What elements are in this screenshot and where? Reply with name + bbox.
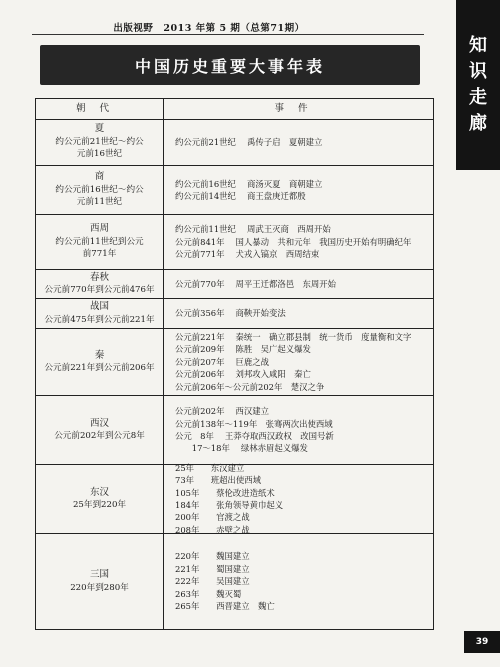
page-number: 39	[464, 631, 500, 653]
era-cell	[36, 396, 164, 464]
era-cell	[36, 534, 164, 629]
side-tab-char: 知	[469, 35, 487, 56]
header-era: 朝代	[36, 99, 164, 119]
table-row	[36, 329, 433, 396]
title-banner	[40, 45, 420, 85]
table-row	[36, 534, 433, 629]
events-cell	[163, 462, 433, 535]
event-line: 约公元前16世纪 商汤灭夏 商朝建立	[175, 178, 323, 189]
event-line: 公元前209年 陈胜 吴广起义爆发	[175, 344, 311, 355]
events-cell	[163, 119, 433, 165]
era-name: 商	[94, 171, 105, 183]
era-name: 三国	[89, 569, 109, 580]
era-cell	[36, 166, 164, 214]
event-line: 222年 吴国建立	[175, 576, 250, 587]
table-header-row	[36, 99, 433, 120]
event-line: 公元前771年 犬戎入镐京 西周结束	[175, 249, 320, 260]
event-line: 公元 8年 王莽夺取西汉政权 改国号新	[175, 431, 334, 441]
banner-title: 中国历史重要大事年表	[134, 56, 325, 76]
event-line: 公元前356年 商鞅开始变法	[175, 308, 286, 319]
event-line: 208年 赤壁之战	[175, 524, 250, 535]
era-range: 约公元前11世纪到公元	[55, 236, 144, 247]
era-name: 东汉	[89, 486, 109, 498]
era-range: 公元前770年到公元前476年	[44, 285, 155, 295]
events-cell	[163, 299, 433, 328]
event-line: 265年 西晋建立 魏亡	[175, 601, 275, 612]
table-row	[36, 396, 433, 465]
era-cell	[36, 329, 164, 395]
era-range: 公元前202年到公元8年	[54, 431, 145, 441]
event-line: 公元前206年～公元前202年 楚汉之争	[175, 381, 325, 392]
event-line: 公元前770年 周平王迁都洛邑 东周开始	[175, 278, 337, 289]
event-line: 公元前221年 秦统一 确立郡县制 统一货币 度量衡和文字	[175, 331, 412, 342]
era-range: 25年到220年	[72, 500, 127, 510]
table-row	[36, 119, 433, 166]
era-name: 西周	[89, 223, 109, 235]
era-range: 元前16世纪	[76, 149, 123, 160]
event-line: 105年 蔡伦改进造纸术	[175, 487, 275, 498]
events-cell	[163, 270, 433, 298]
header-events: 事件	[274, 103, 322, 114]
event-line: 约公元前14世纪 商王盘庚迁都殷	[175, 191, 306, 201]
era-cell	[36, 299, 164, 328]
header-rule	[32, 34, 424, 35]
era-name: 战国	[89, 301, 109, 312]
era-range: 220年到280年	[70, 582, 129, 593]
side-tab-char: 廊	[469, 113, 487, 134]
era-range: 约公元前21世纪～约公	[55, 136, 144, 147]
event-line: 220年 魏国建立	[175, 551, 250, 562]
era-name: 西汉	[89, 417, 109, 429]
side-tab-char: 走	[469, 87, 487, 108]
event-line: 公元前207年 巨鹿之战	[175, 356, 270, 367]
era-cell	[36, 215, 164, 269]
era-cell	[36, 119, 164, 165]
era-range: 公元前221年到公元前206年	[44, 363, 155, 373]
era-range: 公元前475年到公元前221年	[44, 314, 155, 325]
event-line: 200年 官渡之战	[175, 512, 250, 523]
era-range: 约公元前16世纪～约公	[55, 184, 144, 195]
page-header: 出版视野 2013 年第 5 期（总第71期）	[113, 23, 305, 34]
era-name: 春秋	[89, 271, 109, 283]
events-cell	[163, 166, 433, 214]
event-line: 公元前841年 国人暴动 共和元年 我国历史开始有明确纪年	[175, 236, 412, 247]
era-range: 元前11世纪	[76, 197, 123, 208]
events-cell	[163, 534, 433, 629]
event-line: 263年 魏灭蜀	[175, 588, 242, 599]
event-line: 约公元前11世纪 周武王灭商 西周开始	[175, 224, 331, 235]
era-name: 夏	[94, 123, 105, 135]
era-range: 前771年	[82, 249, 117, 260]
event-line: 17～18年 绿林赤眉起义爆发	[175, 443, 308, 454]
event-line: 25年 东汉建立	[175, 462, 245, 473]
table-row	[36, 215, 433, 270]
event-line: 221年 蜀国建立	[175, 563, 250, 574]
table-row	[36, 166, 433, 215]
table-row	[36, 270, 433, 299]
event-line: 约公元前21世纪 禹传子启 夏朝建立	[175, 136, 323, 147]
event-line: 公元前202年 西汉建立	[175, 406, 270, 417]
chronology-table	[35, 98, 434, 630]
event-line: 184年 张角领导黄巾起义	[175, 500, 284, 510]
event-line: 公元前206年 刘邦攻入咸阳 秦亡	[175, 369, 311, 380]
side-tab-char: 识	[469, 61, 487, 82]
event-line: 公元前138年～119年 张骞两次出使西域	[175, 418, 333, 429]
side-tab	[456, 0, 500, 170]
era-cell	[36, 465, 164, 533]
events-cell	[163, 329, 433, 395]
events-cell	[163, 396, 433, 464]
event-line: 73年 班超出使西域	[175, 475, 262, 486]
table-row	[36, 462, 433, 535]
era-cell	[36, 270, 164, 298]
table-row	[36, 299, 433, 329]
events-cell	[163, 215, 433, 269]
era-name: 秦	[94, 349, 105, 361]
